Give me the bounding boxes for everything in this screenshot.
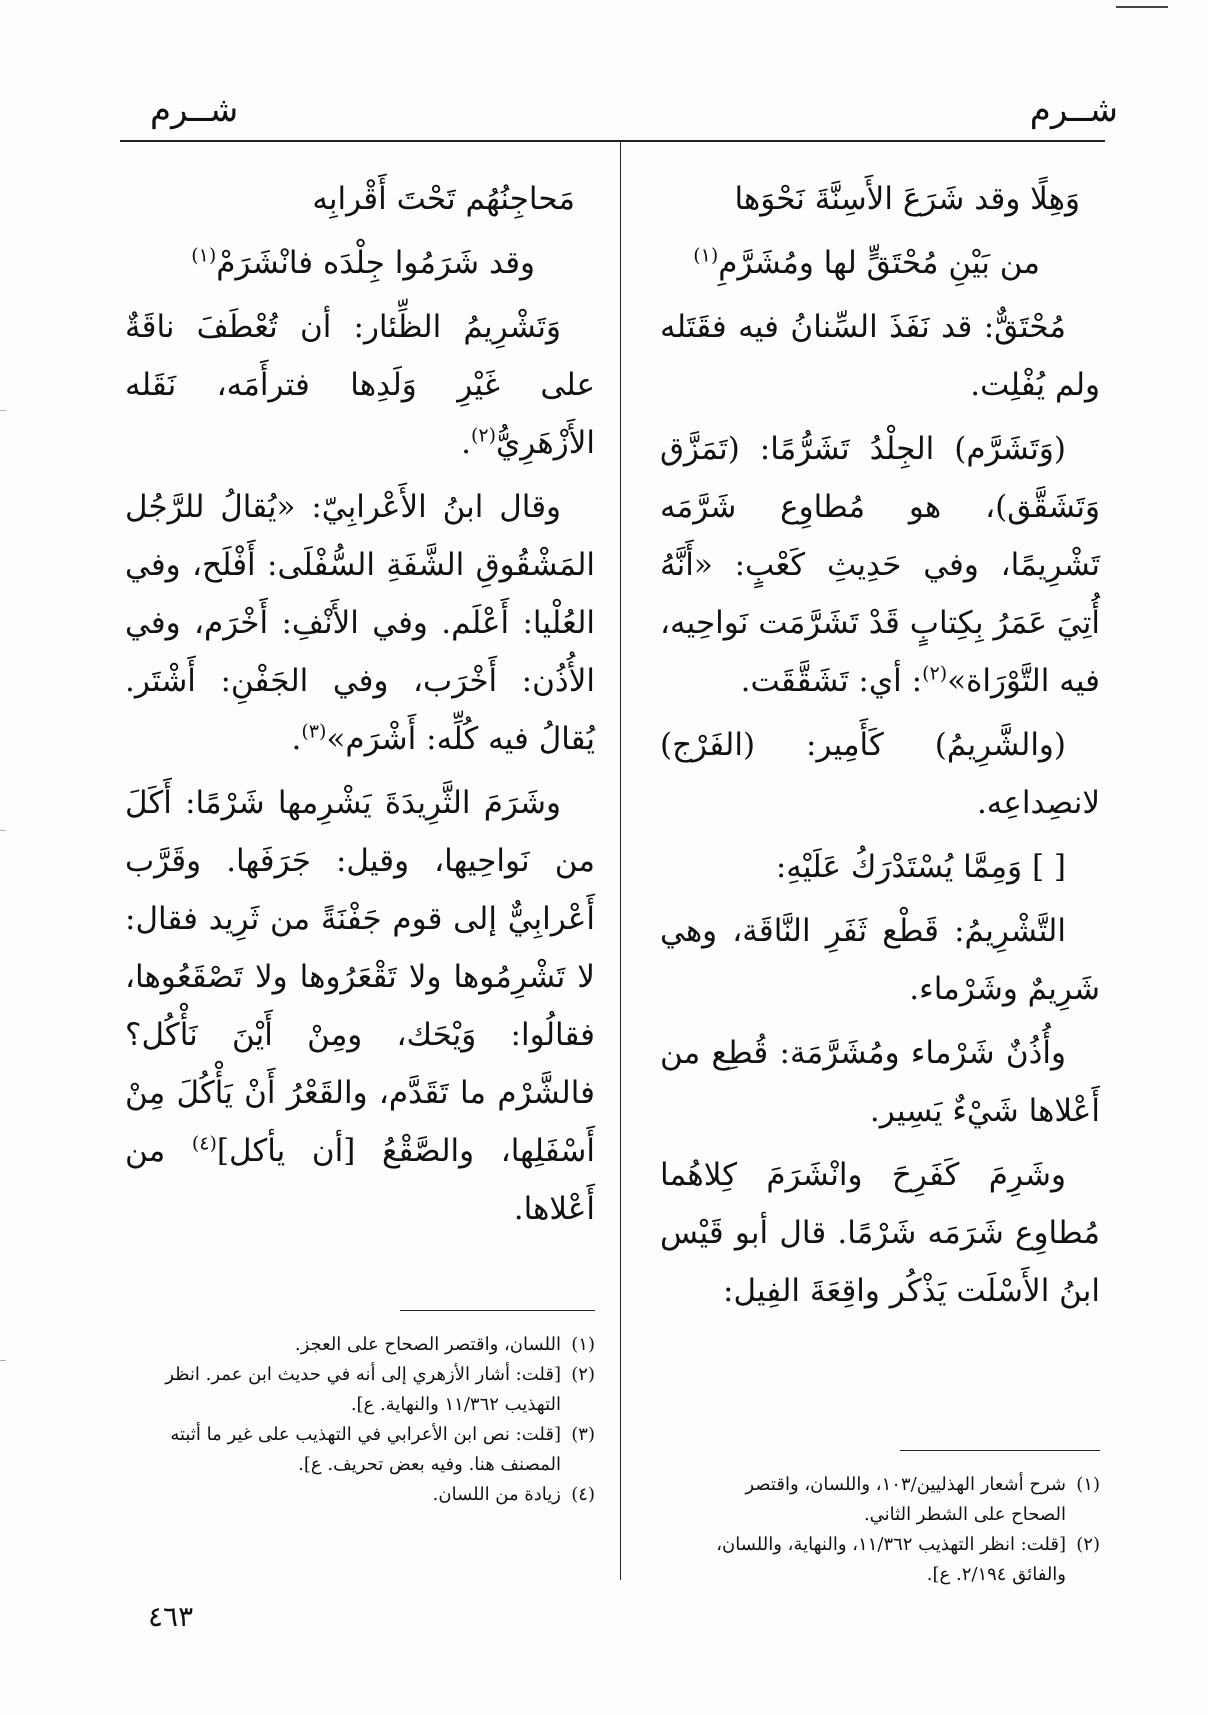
paragraph: (والشَّرِيمُ) كَأَمِير: (الفَرْج) لانصِداعِه. (660, 727, 1100, 821)
footnotes-right (660, 1470, 1100, 1590)
paragraph (125, 298, 595, 472)
footnote (125, 1360, 595, 1420)
paragraph: [ ] وَمِمَّا يُسْتَدْرَكُ عَلَيْهِ: (775, 849, 1066, 885)
footnote-text: التهذيب ١١/٣٦٢ والنهاية. ع]. (350, 1394, 561, 1415)
paragraph: وشَرِمَ كَفَرِحَ وانْشَرَمَ كِلاهُما مُطاوِع شَرَمَه شَرْمًا. قال أبو قَيْس ابنُ الأَسْلَت يَذْكُر واقِعَةَ الفِيل: (660, 1157, 1100, 1309)
footnote-number: (٣) (571, 1424, 595, 1445)
right-column (660, 170, 1100, 1326)
footnote-number: (١) (1076, 1474, 1100, 1495)
footnote-mark: (٢) (922, 662, 948, 685)
margin-tick (0, 830, 6, 831)
footnote-rule (900, 1450, 1100, 1451)
paragraph: التَّشْرِيمُ: قَطْع ثَفَرِ النَّاقَة، وهي شَرِيمٌ وشَرْماء. (660, 913, 1100, 1007)
footnote (660, 1530, 1100, 1590)
footnote-number: (٢) (571, 1364, 595, 1385)
footnote-text: [قلت: أشار الأزهري إلى أنه في حديث ابن عمر. انظر (165, 1364, 561, 1385)
verse-text: من بَيْنِ مُحْتَقٍّ لها ومُشَرَّمِ (718, 245, 1040, 281)
footnote-text: المصنف هنا. وفيه بعض تحريف. ع]. (298, 1454, 561, 1475)
paragraph (660, 420, 1100, 710)
footnote-text: [قلت: انظر التهذيب ١١/٣٦٢، والنهاية، واللسان، (716, 1534, 1066, 1555)
paragraph-text: وَتَشْرِيمُ الظِّئار: أن تُعْطَفَ ناقَةٌ على غَيْرِ وَلَدِها فترأَمَه، نَقَله الأَزْهَرِيُّ (125, 309, 595, 461)
paragraph-text: . (291, 721, 302, 757)
footnote-text: الصحاح على الشطر الثاني. (863, 1504, 1066, 1525)
footnote (125, 1330, 595, 1360)
paragraph-text: من أَعْلاها. (125, 1133, 595, 1227)
footnote-text: زيادة من اللسان. (432, 1484, 561, 1505)
footnote-number: (٢) (1076, 1534, 1100, 1555)
paragraph: وأُذُنٌ شَرْماء ومُشَرَّمَة: قُطِع من أَعْلاها شَيْءٌ يَسِير. (660, 1035, 1100, 1129)
paragraph: مُحْتَقٌّ: قد نَفَذَ السِّنانُ فيه فقَتَله ولم يُفْلِت. (660, 309, 1100, 403)
verse-line (125, 234, 595, 292)
verse-line: وَهِلًا وقد شَرَعَ الأَسِنَّةَ نَحْوَها (734, 181, 1080, 217)
corner-mark (1116, 6, 1168, 10)
footnote-mark: (١) (693, 244, 719, 267)
header-title-left: شــرم (150, 90, 239, 130)
column-divider (620, 140, 621, 1580)
footnote-mark: (١) (191, 244, 217, 267)
footnote (125, 1480, 595, 1510)
verse-line: مَحاجِنُهُم تَحْتَ أَقْرابِه (312, 181, 575, 217)
footnote-number: (١) (571, 1334, 595, 1355)
footnote-text: اللسان، واقتصر الصحاح على العجز. (294, 1334, 561, 1355)
margin-tick (0, 410, 6, 411)
footnote-mark: (٣) (301, 720, 327, 743)
header-rule (120, 140, 1105, 142)
header-title-right: شــرم (1029, 90, 1118, 130)
paragraph (125, 478, 595, 768)
left-column (125, 170, 595, 1244)
footnote-text: والفائق ٢/١٩٤. ع]. (926, 1564, 1066, 1585)
footnotes-left (125, 1330, 595, 1510)
page-number: ٤٦٣ (148, 1600, 194, 1633)
footnote-mark: (٤) (191, 1132, 217, 1155)
footnote-text: شرح أشعار الهذليين/١٠٣، واللسان، واقتصر (745, 1474, 1066, 1495)
footnote (660, 1470, 1100, 1530)
paragraph-text: وقال ابنُ الأَعْرابِيّ: «يُقالُ للرَّجُل المَشْقُوقِ الشَّفَةِ السُّفْلَى: أَفْلَح، وفي العُلْيا: أَعْلَم. وفي الأَنْفِ: أَخْرَم، وفي الأُذُن: أَخْرَب، وفي الجَفْنِ: أَشْتَر. يُقالُ فيه كُلِّه: أَشْرَم» (125, 489, 595, 757)
footnote-number: (٤) (571, 1484, 595, 1505)
footnote-mark: (٢) (470, 424, 497, 447)
footnote-text: [قلت: نص ابن الأعرابي في التهذيب على غير ما أثبته (170, 1424, 561, 1445)
verse-line (660, 234, 1100, 292)
margin-tick (0, 1360, 6, 1361)
footnote-rule (400, 1310, 595, 1311)
verse-text: وقد شَرَمُوا جِلْدَه فانْشَرَمْ (216, 245, 535, 281)
paragraph-text: : أي: تَشَقَّقَت. (740, 663, 923, 699)
paragraph-text: (وَتَشَرَّم) الجِلْدُ تَشَرُّمًا: (تَمَزَّق وَتَشَقَّق)، هو مُطاوِع شَرَّمَه تَشْرِيمًا، وفي حَدِيثِ كَعْبٍ: «أَنَّهُ أُتِيَ عَمَرُ بِكِتابٍ قَدْ تَشَرَّمَت نَواحِيه، فيه التَّوْرَاة» (660, 431, 1100, 699)
paragraph-text: . (461, 425, 471, 461)
paragraph (125, 774, 595, 1238)
paragraph-text: وشَرَمَ الثَّرِيدَةَ يَشْرِمها شَرْمًا: أَكَلَ من نَواحِيها، وقيل: جَرَفَها. وقَرَّب أَعْرابِيٌّ إلى قوم جَفْنَةً من ثَرِيد فقال: لا تَشْرِمُوها ولا تَقْعَرُوها ولا تَصْقَعُوها، فقالُوا: وَيْحَك، ومِنْ أَيْنَ نَأْكُل؟ فالشَّرْم ما تَقَدَّم، والقَعْرُ أَنْ يَأْكُلَ مِنْ أَسْفَلِها، والصَّقْعُ [أن يأكل] (125, 785, 595, 1169)
footnote (125, 1420, 595, 1480)
